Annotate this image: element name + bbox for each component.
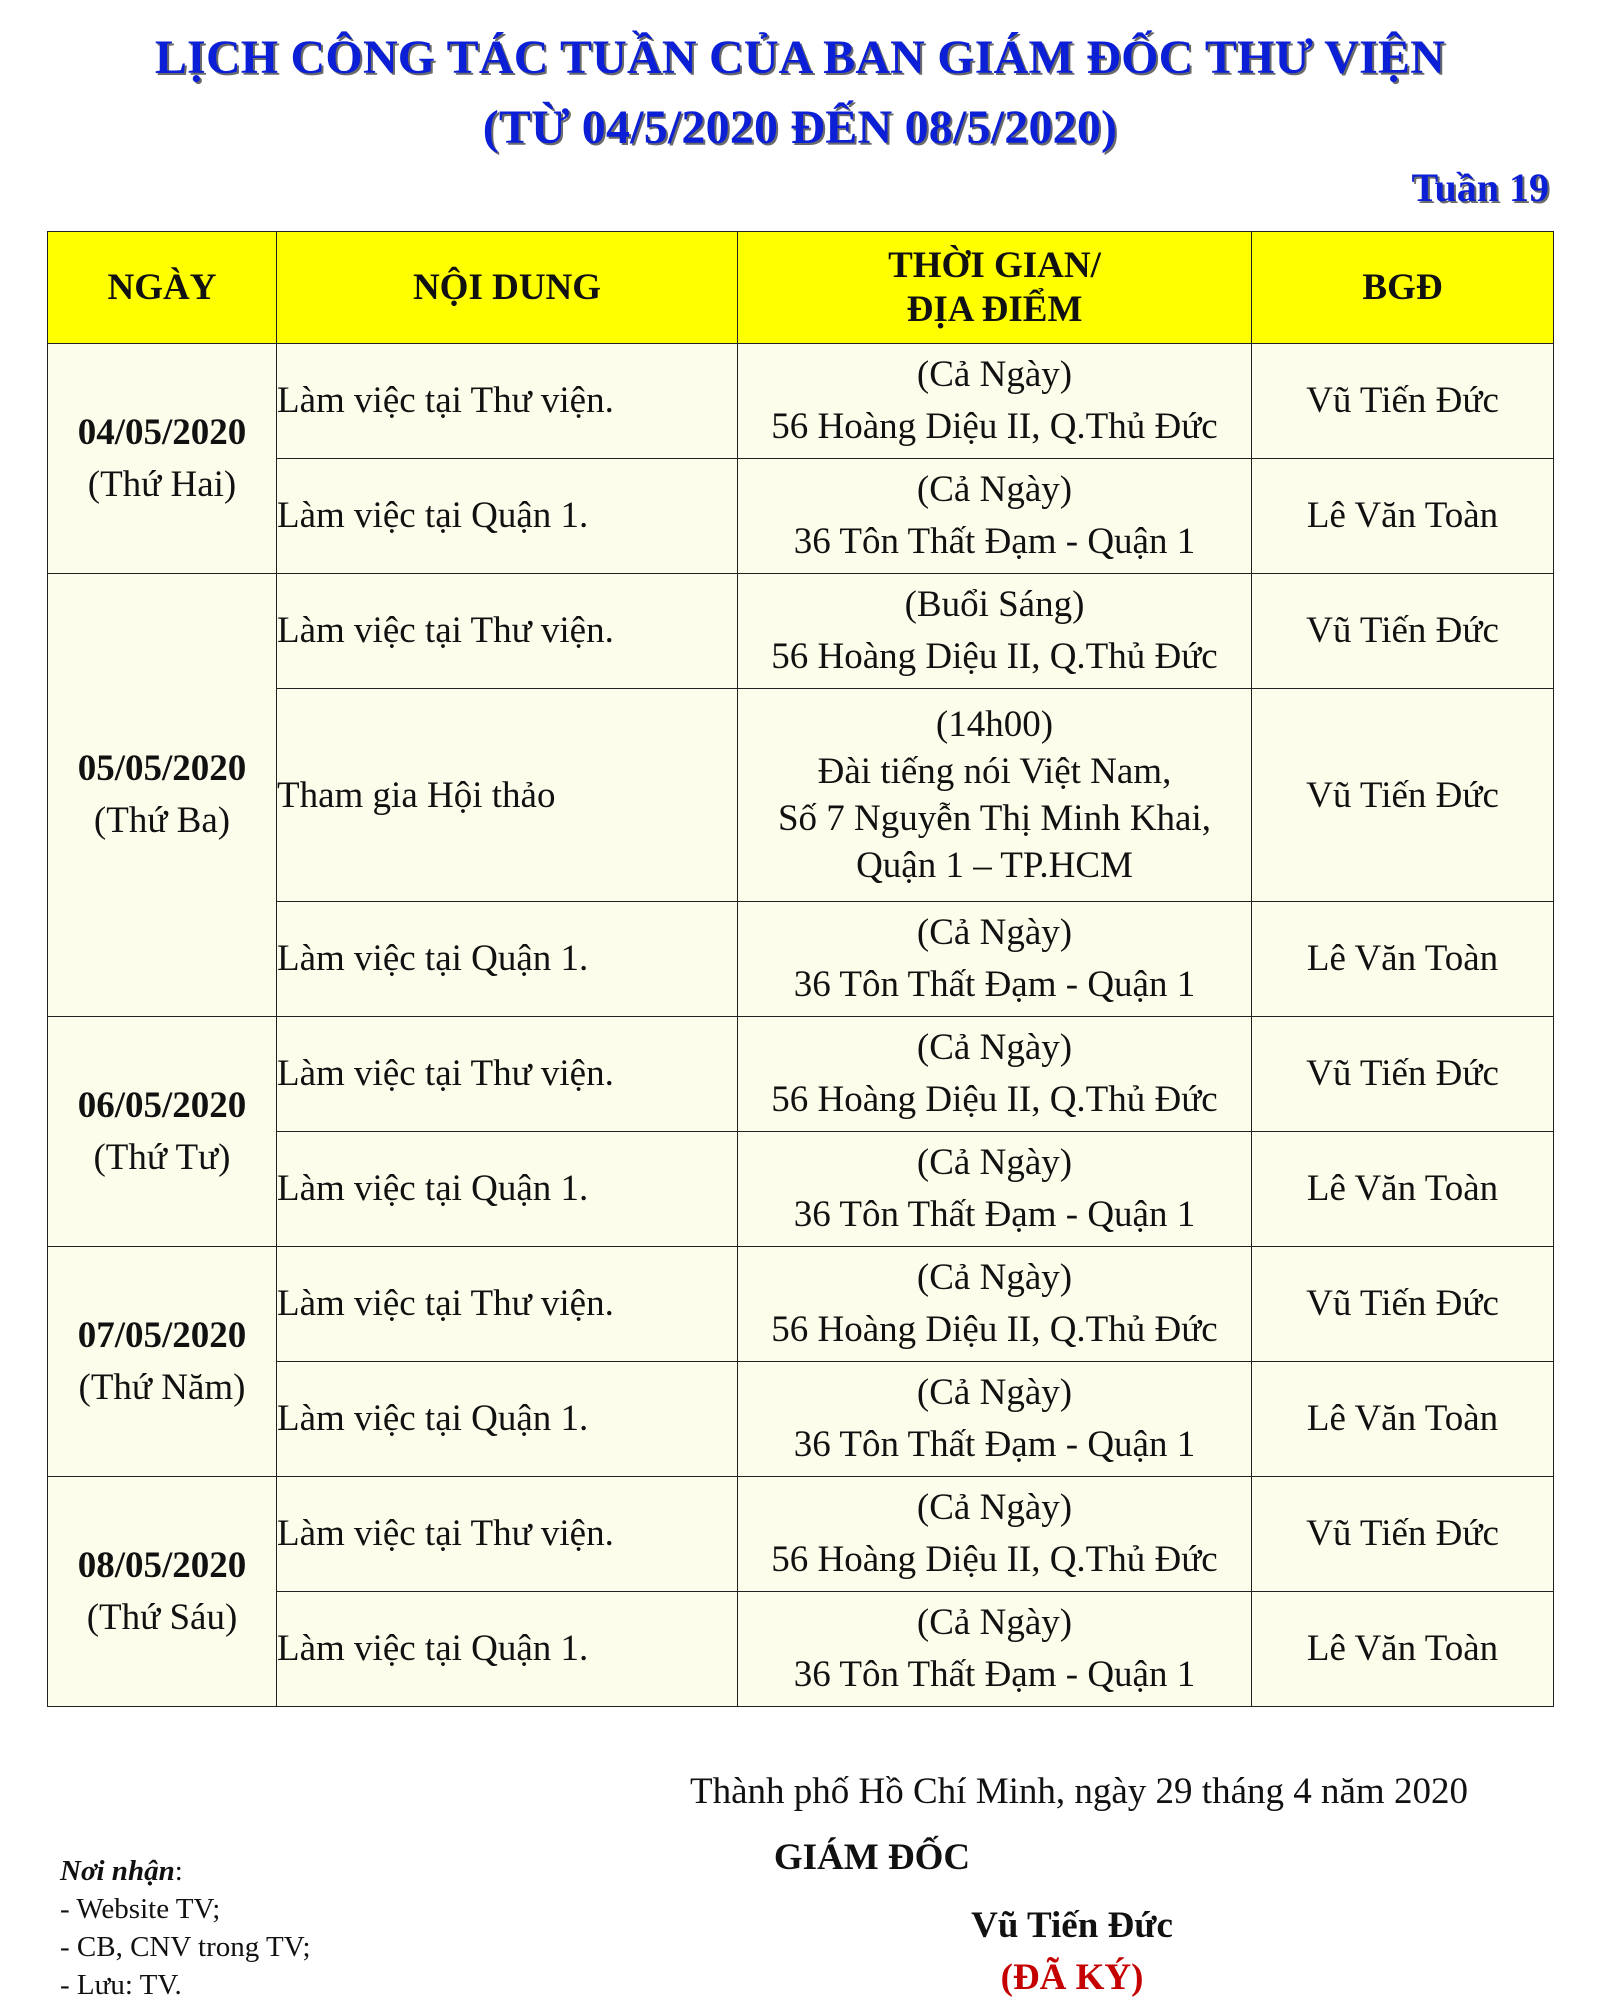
day-date: 08/05/2020 bbox=[77, 1544, 247, 1586]
director-cell: Lê Văn Toàn bbox=[1252, 1362, 1554, 1477]
day-cell bbox=[48, 1477, 277, 1707]
recipient-item: - Website TV; bbox=[60, 1893, 221, 1925]
director-cell: Lê Văn Toàn bbox=[1252, 902, 1554, 1017]
place-text: 56 Hoàng Diệu II, Q.Thủ Đức bbox=[771, 1309, 1218, 1350]
column-header-content: NỘI DUNG bbox=[277, 232, 738, 344]
place-text: 36 Tôn Thất Đạm - Quận 1 bbox=[793, 1654, 1196, 1695]
place-text: 56 Hoàng Diệu II, Q.Thủ Đức bbox=[771, 636, 1218, 677]
day-weekday: (Thứ Hai) bbox=[87, 463, 237, 505]
day-cell bbox=[48, 344, 277, 574]
day-cell bbox=[48, 1017, 277, 1247]
recipients-heading: Nơi nhận bbox=[60, 1855, 175, 1887]
time-text: (Cả Ngày) bbox=[916, 1372, 1073, 1413]
recipient-item: - Lưu: TV. bbox=[60, 1969, 182, 2001]
day-date: 05/05/2020 bbox=[77, 748, 247, 789]
place-text: 36 Tôn Thất Đạm - Quận 1 bbox=[793, 1424, 1196, 1465]
place-date: Thành phố Hồ Chí Minh, ngày 29 tháng 4 năm 2020 bbox=[690, 1771, 1468, 1812]
content-cell: Làm việc tại Quận 1. bbox=[277, 902, 738, 1017]
time-place-cell bbox=[738, 1477, 1252, 1592]
date-range-title: (TỪ 04/5/2020 ĐẾN 08/5/2020) bbox=[482, 101, 1118, 154]
recipients-block bbox=[60, 1852, 311, 2004]
time-place-cell bbox=[738, 1017, 1252, 1132]
day-date: 06/05/2020 bbox=[77, 1084, 247, 1126]
table-row bbox=[48, 1017, 1554, 1132]
time-text: (Cả Ngày) bbox=[916, 1257, 1073, 1298]
time-place-cell bbox=[738, 1592, 1252, 1707]
column-header-time-place bbox=[738, 232, 1252, 344]
content-cell: Làm việc tại Thư viện. bbox=[277, 1477, 738, 1592]
schedule-body bbox=[48, 344, 1554, 1707]
day-weekday: (Thứ Ba) bbox=[93, 800, 231, 841]
time-text: (Cả Ngày) bbox=[916, 1142, 1073, 1183]
time-place-cell bbox=[738, 459, 1252, 574]
day-cell bbox=[48, 574, 277, 1017]
time-text: (Cả Ngày) bbox=[916, 1602, 1073, 1643]
place-text: 56 Hoàng Diệu II, Q.Thủ Đức bbox=[771, 406, 1218, 447]
time-place-cell bbox=[738, 902, 1252, 1017]
time-place-cell bbox=[738, 1247, 1252, 1362]
document-title: LỊCH CÔNG TÁC TUẦN CỦA BAN GIÁM ĐỐC THƯ VIỆN bbox=[154, 31, 1446, 84]
place-text: Số 7 Nguyễn Thị Minh Khai, bbox=[777, 798, 1212, 839]
day-weekday: (Thứ Sáu) bbox=[86, 1596, 238, 1638]
table-row bbox=[48, 344, 1554, 459]
place-text: Đài tiếng nói Việt Nam, bbox=[817, 751, 1172, 792]
place-text: 36 Tôn Thất Đạm - Quận 1 bbox=[793, 521, 1196, 562]
time-text: (Cả Ngày) bbox=[916, 1027, 1073, 1068]
time-text: (Cả Ngày) bbox=[916, 912, 1073, 953]
content-cell: Tham gia Hội thảo bbox=[277, 689, 738, 902]
time-place-cell bbox=[738, 574, 1252, 689]
time-text: (Buổi Sáng) bbox=[904, 584, 1085, 625]
day-weekday: (Thứ Tư) bbox=[93, 1136, 231, 1178]
director-cell: Vũ Tiến Đức bbox=[1252, 344, 1554, 459]
time-place-cell bbox=[738, 689, 1252, 902]
content-cell: Làm việc tại Thư viện. bbox=[277, 1017, 738, 1132]
director-cell: Lê Văn Toàn bbox=[1252, 1132, 1554, 1247]
table-header-row bbox=[48, 232, 1554, 344]
signer-title: GIÁM ĐỐC bbox=[773, 1837, 971, 1878]
recipients-heading-line bbox=[60, 1852, 311, 1890]
time-place-cell bbox=[738, 1362, 1252, 1477]
time-text: (Cả Ngày) bbox=[916, 469, 1073, 510]
place-text: Quận 1 – TP.HCM bbox=[856, 845, 1133, 886]
content-cell: Làm việc tại Thư viện. bbox=[277, 574, 738, 689]
time-place-cell bbox=[738, 1132, 1252, 1247]
place-text: 36 Tôn Thất Đạm - Quận 1 bbox=[793, 964, 1196, 1005]
day-date: 04/05/2020 bbox=[77, 411, 247, 453]
day-cell bbox=[48, 1247, 277, 1477]
time-place-cell bbox=[738, 344, 1252, 459]
director-cell: Lê Văn Toàn bbox=[1252, 1592, 1554, 1707]
column-header-place: ĐỊA ĐIỂM bbox=[906, 288, 1083, 330]
content-cell: Làm việc tại Thư viện. bbox=[277, 344, 738, 459]
content-cell: Làm việc tại Quận 1. bbox=[277, 459, 738, 574]
column-header-time: THỜI GIAN/ bbox=[888, 244, 1101, 286]
director-cell: Vũ Tiến Đức bbox=[1252, 689, 1554, 902]
content-cell: Làm việc tại Thư viện. bbox=[277, 1247, 738, 1362]
recipient-item: - CB, CNV trong TV; bbox=[60, 1931, 311, 1963]
director-cell: Vũ Tiến Đức bbox=[1252, 574, 1554, 689]
table-row bbox=[48, 574, 1554, 689]
table-row bbox=[48, 1477, 1554, 1592]
recipients-colon: : bbox=[174, 1855, 183, 1887]
director-cell: Lê Văn Toàn bbox=[1252, 459, 1554, 574]
content-cell: Làm việc tại Quận 1. bbox=[277, 1592, 738, 1707]
time-text: (Cả Ngày) bbox=[916, 1487, 1073, 1528]
place-text: 56 Hoàng Diệu II, Q.Thủ Đức bbox=[771, 1079, 1218, 1120]
week-label: Tuần 19 bbox=[1411, 165, 1549, 210]
column-header-date: NGÀY bbox=[48, 232, 277, 344]
schedule-table bbox=[47, 231, 1554, 1707]
place-text: 56 Hoàng Diệu II, Q.Thủ Đức bbox=[771, 1539, 1218, 1580]
table-row bbox=[48, 1247, 1554, 1362]
place-text: 36 Tôn Thất Đạm - Quận 1 bbox=[793, 1194, 1196, 1235]
day-weekday: (Thứ Năm) bbox=[78, 1366, 246, 1408]
content-cell: Làm việc tại Quận 1. bbox=[277, 1362, 738, 1477]
time-text: (Cả Ngày) bbox=[916, 354, 1073, 395]
director-cell: Vũ Tiến Đức bbox=[1252, 1247, 1554, 1362]
signer-name: Vũ Tiến Đức bbox=[971, 1905, 1173, 1946]
director-cell: Vũ Tiến Đức bbox=[1252, 1017, 1554, 1132]
time-text: (14h00) bbox=[935, 704, 1054, 745]
signed-status: (ĐÃ KÝ) bbox=[1000, 1957, 1144, 1998]
director-cell: Vũ Tiến Đức bbox=[1252, 1477, 1554, 1592]
content-cell: Làm việc tại Quận 1. bbox=[277, 1132, 738, 1247]
day-date: 07/05/2020 bbox=[77, 1314, 247, 1356]
column-header-director: BGĐ bbox=[1252, 232, 1554, 344]
